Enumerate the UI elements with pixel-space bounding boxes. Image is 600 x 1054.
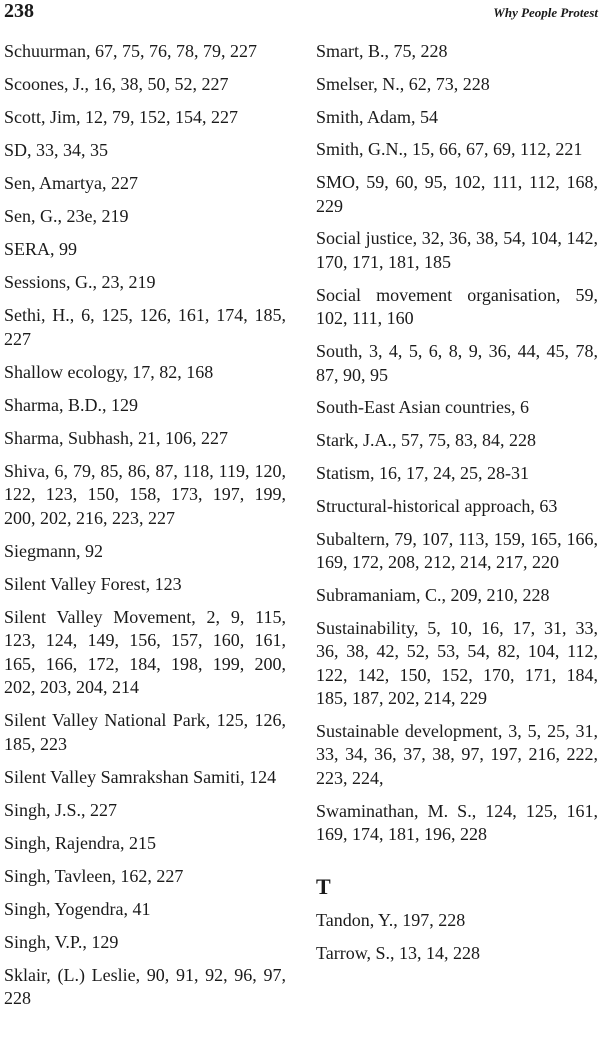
index-column-left <box>4 40 286 1020</box>
index-entry: Statism, 16, 17, 24, 25, 28-31 <box>316 462 530 483</box>
page-number: 238 <box>4 0 34 22</box>
index-column-right <box>316 40 598 974</box>
index-entry: Singh, Tavleen, 162, 227 <box>4 865 184 886</box>
index-entry: Smart, B., 75, 228 <box>316 41 448 61</box>
index-entry: Shallow ecology, 17, 82, 168 <box>4 361 214 382</box>
index-entry: SMO, 59, 60, 95, 102, 111, 112, 168, 229 <box>316 172 598 216</box>
index-entry: Subramaniam, C., 209, 210, 228 <box>316 584 550 605</box>
index-entry: Smelser, N., 62, 73, 228 <box>316 73 490 94</box>
index-entry: Singh, J.S., 227 <box>4 799 118 820</box>
index-entry: Sen, Amartya, 227 <box>4 173 138 193</box>
index-entry: SD, 33, 34, 35 <box>4 140 109 160</box>
index-entry: Structural-historical approach, 63 <box>316 495 558 516</box>
index-entry: Subaltern, 79, 107, 113, 159, 165, 166, 169, 172, 208, 212, 214, 217, 220 <box>316 528 598 573</box>
index-entry: Siegmann, 92 <box>4 540 103 561</box>
index-entry: Social movement organisation, 59, 102, 111, 160 <box>316 284 598 329</box>
index-entry: Swaminathan, M. S., 124, 125, 161, 169, 174, 181, 196, 228 <box>316 800 598 845</box>
index-entry: Singh, Rajendra, 215 <box>4 832 156 853</box>
running-title: Why People Protest <box>493 5 598 20</box>
index-entry: Schuurman, 67, 75, 76, 78, 79, 227 <box>4 41 257 61</box>
index-entry: Silent Valley Forest, 123 <box>4 573 182 594</box>
index-entry: Scoones, J., 16, 38, 50, 52, 227 <box>4 74 229 94</box>
index-entry: SERA, 99 <box>4 239 78 259</box>
index-entry: Smith, Adam, 54 <box>316 106 439 127</box>
index-entry: Stark, J.A., 57, 75, 83, 84, 228 <box>316 430 536 451</box>
index-entry: Shiva, 6, 79, 85, 86, 87, 118, 119, 120, 122, 123, 150, 158, 173, 197, 199, 200, 202, 216, 223, 227 <box>4 460 286 528</box>
index-entry: Singh, Yogendra, 41 <box>4 898 151 919</box>
index-entry: South, 3, 4, 5, 6, 8, 9, 36, 44, 45, 78, 87, 90, 95 <box>316 341 598 385</box>
index-entry: Scott, Jim, 12, 79, 152, 154, 227 <box>4 107 239 127</box>
index-entry: Tarrow, S., 13, 14, 228 <box>316 942 481 963</box>
index-entry: Silent Valley National Park, 125, 126, 185, 223 <box>4 710 286 754</box>
index-entry: Smith, G.N., 15, 66, 67, 69, 112, 221 <box>316 139 583 160</box>
index-entry: Sessions, G., 23, 219 <box>4 272 156 292</box>
index-entry: Tandon, Y., 197, 228 <box>316 909 466 930</box>
index-entry: Sharma, Subhash, 21, 106, 227 <box>4 427 228 448</box>
index-entry: Singh, V.P., 129 <box>4 931 119 952</box>
index-entry: Sharma, B.D., 129 <box>4 394 138 415</box>
index-entry: Sustainability, 5, 10, 16, 17, 31, 33, 36, 38, 42, 52, 53, 54, 82, 104, 112, 122, 142, 150, 152, 170, 171, 184, 185, 187, 202, 214, 229 <box>316 617 598 709</box>
section-letter-heading: T <box>316 873 331 899</box>
index-entry: Silent Valley Movement, 2, 9, 115, 123, 124, 149, 156, 157, 160, 161, 165, 166, 172, 184, 198, 199, 200, 202, 203, 204, 214 <box>4 606 286 697</box>
index-entry: Silent Valley Samrakshan Samiti, 124 <box>4 766 277 787</box>
index-entry: Sustainable development, 3, 5, 25, 31, 33, 34, 36, 37, 38, 97, 197, 216, 222, 223, 224, <box>316 720 598 788</box>
index-entry: South-East Asian countries, 6 <box>316 397 529 418</box>
index-entry: Sethi, H., 6, 125, 126, 161, 174, 185, 227 <box>4 305 286 349</box>
index-entry: Sen, G., 23e, 219 <box>4 206 129 226</box>
index-entry: Social justice, 32, 36, 38, 54, 104, 142, 170, 171, 181, 185 <box>316 228 598 272</box>
index-entry: Sklair, (L.) Leslie, 90, 91, 92, 96, 97, 228 <box>4 964 286 1008</box>
